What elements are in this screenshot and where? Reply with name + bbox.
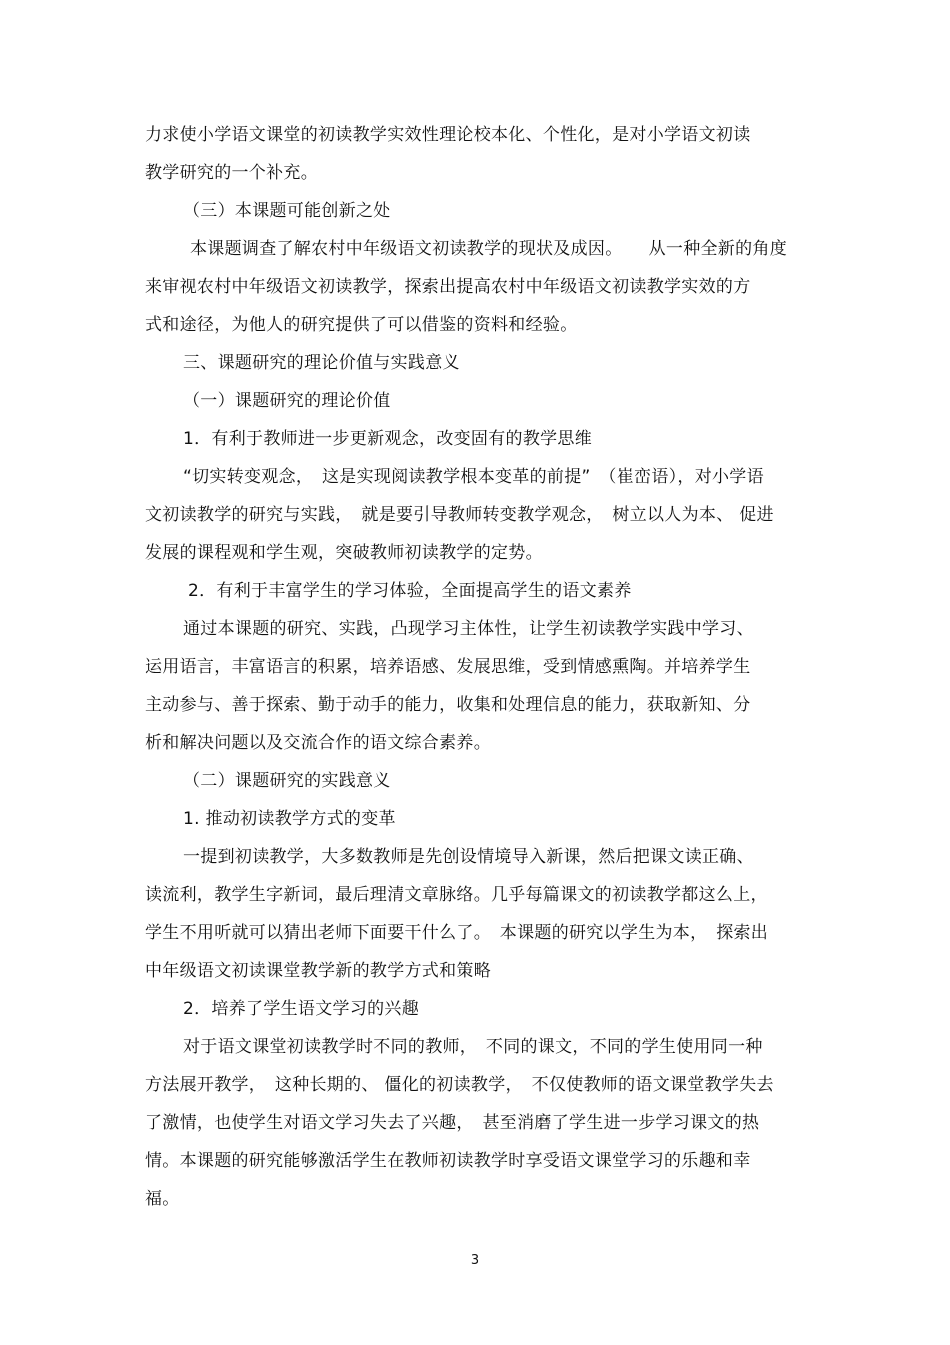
text-line: 力求使小学语文课堂的初读教学实效性理论校本化、个性化，是对小学语文初读 [145, 125, 751, 145]
text-line: 对于语文课堂初读教学时不同的教师， 不同的课文，不同的学生使用同一种 [183, 1037, 763, 1057]
section-heading: （三）本课题可能创新之处 [183, 201, 391, 221]
text-line: 情。本课题的研究能够激活学生在教师初读教学时享受语文课堂学习的乐趣和幸 [145, 1151, 751, 1171]
text-line: 主动参与、善于探索、勤于动手的能力，收集和处理信息的能力，获取新知、分 [145, 695, 751, 715]
text-line: 学生不用听就可以猜出老师下面要干什么了。 本课题的研究以学生为本， 探索出 [145, 923, 769, 943]
text-line: 中年级语文初读课堂教学新的教学方式和策略 [145, 961, 491, 981]
subsection-heading: 1．有利于教师进一步更新观念，改变固有的教学思维 [183, 429, 593, 449]
subsection-heading: 1. 推动初读教学方式的变革 [183, 809, 396, 829]
section-heading: 三、课题研究的理论价值与实践意义 [183, 353, 460, 373]
text-line: 本课题调查了解农村中年级语文初读教学的现状及成因。 从一种全新的角度 [190, 239, 787, 259]
subsection-heading: 2．有利于丰富学生的学习体验，全面提高学生的语文素养 [188, 581, 632, 601]
subsection-heading: 2．培养了学生语文学习的兴趣 [183, 999, 420, 1019]
text-line: 析和解决问题以及交流合作的语文综合素养。 [145, 733, 491, 753]
text-line: 文初读教学的研究与实践， 就是要引导教师转变教学观念， 树立以人为本、 促进 [145, 505, 774, 525]
text-line: 通过本课题的研究、实践，凸现学习主体性，让学生初读教学实践中学习、 [183, 619, 754, 639]
text-line: 了激情，也使学生对语文学习失去了兴趣， 甚至消磨了学生进一步学习课文的热 [145, 1113, 760, 1133]
text-line: 式和途径，为他人的研究提供了可以借鉴的资料和经验。 [145, 315, 578, 335]
page-number: 3 [470, 1253, 480, 1268]
text-line: 一提到初读教学，大多数教师是先创设情境导入新课，然后把课文读正确、 [183, 847, 754, 867]
text-line: 福。 [145, 1189, 180, 1209]
text-line: 发展的课程观和学生观，突破教师初读教学的定势。 [145, 543, 543, 563]
text-line: 运用语言，丰富语言的积累，培养语感、发展思维，受到情感熏陶。并培养学生 [145, 657, 751, 677]
text-line: “切实转变观念， 这是实现阅读教学根本变革的前提” （崔峦语），对小学语 [183, 467, 764, 487]
text-line: 方法展开教学， 这种长期的、 僵化的初读教学， 不仅使教师的语文课堂教学失去 [145, 1075, 774, 1095]
section-heading: （一）课题研究的理论价值 [183, 391, 391, 411]
text-line: 教学研究的一个补充。 [145, 163, 318, 183]
text-line: 读流利，教学生字新词，最后理清文章脉络。几乎每篇课文的初读教学都这么上， [145, 885, 768, 905]
text-line: 来审视农村中年级语文初读教学，探索出提高农村中年级语文初读教学实效的方 [145, 277, 751, 297]
section-heading: （二）课题研究的实践意义 [183, 771, 391, 791]
